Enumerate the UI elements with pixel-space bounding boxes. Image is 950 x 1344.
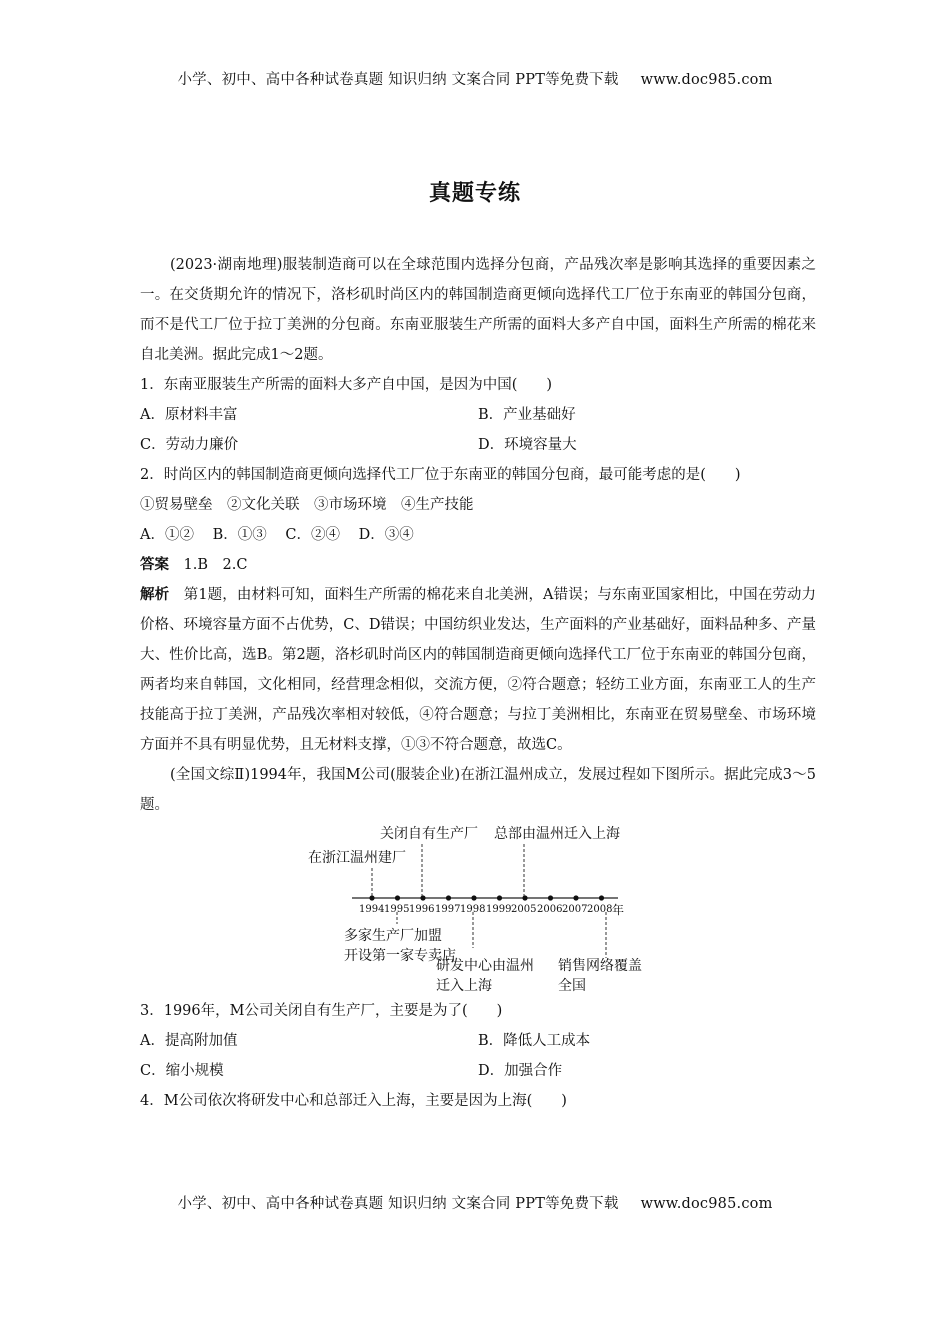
event-2008-line-1: 销售网络覆盖 (558, 958, 642, 974)
year-label: 2005 (511, 904, 537, 915)
event-1995-line-1: 多家生产厂加盟 (344, 928, 442, 944)
question-2-options (140, 520, 816, 550)
question-1-option-d: D．环境容量大 (478, 437, 577, 453)
year-label: 1996 (409, 904, 435, 915)
question-3-option-b: B．降低人工成本 (478, 1033, 591, 1049)
timeline-dot (573, 895, 578, 900)
year-label: 1994 (359, 904, 385, 915)
analysis-text: 第1题，由材料可知，面料生产所需的棉花来自北美洲，A错误；与东南亚国家相比，中国在劳动力价格、环境容量方面不占优势，C、D错误；中国纺织业发达，生产面料的产业基础好，面料品种多、产量大、性价比高，选B。第2题，洛杉矶时尚区内的韩国制造商更倾向选择代工厂位于东南亚的韩国分包商，两者均来自韩国，文化相同，经营理念相似，交流方便，②符合题意；轻纺工业方面，东南亚工人的生产技能高于拉丁美洲，产品残次率相对较低，④符合题意；与拉丁美洲相比，东南亚在贸易壁垒、市场环境方面并不具有明显优势，且无材料支撑，①③不符合题意，故选C。 (140, 587, 817, 753)
question-1-option-b: B．产业基础好 (478, 407, 576, 423)
timeline-dot (471, 895, 476, 900)
answer (140, 550, 816, 580)
year-label: 2008 (587, 904, 613, 915)
answer-label: 答案 (140, 557, 169, 573)
timeline-dot (522, 895, 527, 900)
analysis-label: 解析 (140, 587, 170, 603)
event-1995-line-2: 开设第一家专卖店 (344, 948, 456, 964)
question-3-option-d: D．加强合作 (478, 1063, 563, 1079)
timeline-dot (548, 895, 553, 900)
timeline-dot (446, 895, 451, 900)
question-1-options-row-1 (140, 400, 816, 430)
event-2005: 总部由温州迁入上海 (494, 826, 620, 842)
event-2008-line-2: 全国 (558, 978, 586, 994)
year-label: 1995 (384, 904, 410, 915)
footer-text: 小学、初中、高中各种试卷真题 知识归纳 文案合同 PPT等免费下载 (177, 1196, 619, 1212)
year-label: 2006 (537, 904, 563, 915)
page-header (0, 68, 950, 89)
event-1998-line-2: 迁入上海 (436, 978, 492, 994)
timeline-dot (395, 895, 400, 900)
year-unit: 年 (612, 903, 625, 917)
event-1998-line-1: 研发中心由温州 (436, 958, 534, 974)
question-1-stem: 1．东南亚服装生产所需的面料大多产自中国，是因为中国( ) (140, 377, 553, 393)
question-1-option-a: A．原材料丰富 (140, 407, 238, 423)
question-3-option-c: C．缩小规模 (140, 1063, 224, 1079)
header-site: www.doc985.com (640, 72, 773, 88)
question-3-stem: 3．1996年，M公司关闭自有生产厂，主要是为了( ) (140, 1003, 503, 1019)
year-label: 1999 (486, 904, 512, 915)
footer-site: www.doc985.com (640, 1196, 773, 1212)
year-label: 1998 (460, 904, 486, 915)
question-1-options-row-2 (140, 430, 816, 460)
passage-1: (2023·湖南地理)服装制造商可以在全球范围内选择分包商，产品残次率是影响其选择的重要因素之一。在交货期允许的情况下，洛杉矶时尚区内的韩国制造商更倾向选择代工厂位于东南亚的韩国分包商，而不是代工厂位于拉丁美洲的分包商。东南亚服装生产所需的面料大多产自中国，面料生产所需的棉花来自北美洲。据此完成1～2题。 (140, 257, 816, 363)
event-1996: 关闭自有生产厂 (380, 826, 478, 842)
analysis (140, 580, 816, 760)
year-label: 1997 (435, 904, 461, 915)
passage-2: (全国文综Ⅱ)1994年，我国M公司(服装企业)在浙江温州成立，发展过程如下图所示。据此完成3～5题。 (140, 767, 816, 813)
question-1-option-c: C．劳动力廉价 (140, 437, 239, 453)
question-2-option-c: C．②④ (285, 527, 340, 543)
question-2-option-b: B．①③ (212, 527, 267, 543)
question-4-stem: 4．M公司依次将研发中心和总部迁入上海，主要是因为上海( ) (140, 1093, 567, 1109)
question-3-options-row-2 (140, 1056, 816, 1086)
question-3-option-a: A．提高附加值 (140, 1033, 238, 1049)
question-2-option-d: D．③④ (358, 527, 414, 543)
page-title: 真题专练 (428, 181, 521, 206)
content (140, 250, 816, 1116)
page-footer (0, 1192, 950, 1213)
timeline-dot (599, 895, 604, 900)
question-2-items: ①贸易壁垒 ②文化关联 ③市场环境 ④生产技能 (140, 497, 474, 513)
header-text: 小学、初中、高中各种试卷真题 知识归纳 文案合同 PPT等免费下载 (177, 72, 619, 88)
timeline-dot (497, 895, 502, 900)
event-1994: 在浙江温州建厂 (308, 850, 406, 866)
timeline-dot (369, 895, 374, 900)
timeline-dot (420, 895, 425, 900)
question-2-option-a: A．①② (140, 527, 194, 543)
answer-text: 1.B 2.C (183, 557, 248, 573)
year-label: 2007 (562, 904, 588, 915)
question-3-options-row-1 (140, 1026, 816, 1056)
timeline-figure (140, 820, 816, 996)
question-2-stem: 2．时尚区内的韩国制造商更倾向选择代工厂位于东南亚的韩国分包商，最可能考虑的是( ) (140, 467, 741, 483)
